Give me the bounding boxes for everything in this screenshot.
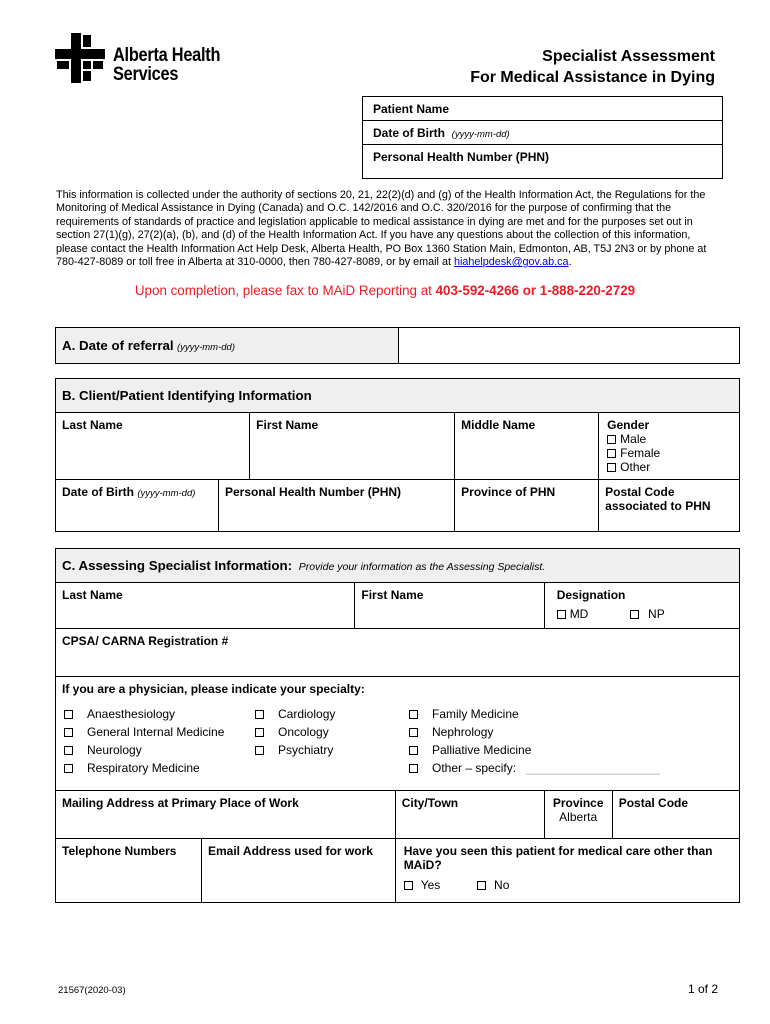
checkbox-icon[interactable] bbox=[477, 881, 486, 890]
checkbox-icon[interactable] bbox=[409, 746, 418, 755]
province-field[interactable]: Province Alberta bbox=[544, 791, 612, 839]
specialty-option[interactable]: Family Medicine bbox=[409, 705, 660, 723]
mailing-address-field[interactable]: Mailing Address at Primary Place of Work bbox=[56, 791, 396, 839]
specialty-option[interactable]: Neurology bbox=[64, 741, 224, 759]
specialty-option[interactable]: General Internal Medicine bbox=[64, 723, 224, 741]
checkbox-icon[interactable] bbox=[409, 710, 418, 719]
checkbox-icon[interactable] bbox=[64, 710, 73, 719]
org-name: Alberta Health Services bbox=[113, 45, 221, 85]
client-postal-field[interactable]: Postal Code associated to PHN bbox=[599, 480, 740, 532]
form-number: 21567(2020-03) bbox=[58, 985, 126, 996]
page-number: 1 of 2 bbox=[687, 982, 718, 996]
checkbox-icon[interactable] bbox=[255, 746, 264, 755]
intro-paragraph: This information is collected under the authority of sections 20, 21, 22(2)(d) and (g) of the Health Information Act, the Regulations for the Monitoring of Medical Assistance in Dying (Canada) and O.C. 142/2016 and O.C. 320/2016 for the purpose of confirming that the requirements of standards of practice and legislation applicable to medical assistance in dying are met and for the purposes set out in section 27(1)(g), 27(2)(a), (b), and (d) of the Health Information Act. If you have any questions about the collection of this information, please contact the Health Information Act Help Desk, Alberta Health, PO Box 1360 Station Main, Edmonton, AB, T5J 2N3 or by phone at 780-427-8089 or toll free in Alberta at 310-0000, then 780-427-8089, or by email at hiahelpdesk@gov.ab.ca. bbox=[56, 189, 707, 269]
specialty-field: If you are a physician, please indicate your specialty: Anaesthesiology General Internal Medicine Neurology Respiratory Medicine Cardiology Oncology Psychiatry Family Medicine Nephrology Palliative Medicine Other – specify: ____________________ bbox=[56, 677, 740, 791]
checkbox-icon[interactable] bbox=[607, 435, 616, 444]
designation-md-option[interactable]: MD bbox=[557, 607, 627, 621]
specialty-column-2 bbox=[255, 705, 335, 759]
checkbox-icon[interactable] bbox=[64, 728, 73, 737]
checkbox-icon[interactable] bbox=[64, 746, 73, 755]
checkbox-icon[interactable] bbox=[557, 610, 566, 619]
checkbox-icon[interactable] bbox=[64, 764, 73, 773]
client-first-name-field[interactable]: First Name bbox=[250, 413, 455, 480]
specialty-option[interactable]: Respiratory Medicine bbox=[64, 759, 224, 777]
checkbox-icon[interactable] bbox=[630, 610, 639, 619]
patient-label-box bbox=[362, 96, 723, 179]
specialty-option[interactable]: Nephrology bbox=[409, 723, 660, 741]
specialty-column-1 bbox=[64, 705, 224, 777]
client-gender-field: Gender Male Female Other bbox=[599, 413, 740, 480]
checkbox-icon[interactable] bbox=[255, 728, 264, 737]
fax-instruction: Upon completion, please fax to MAiD Reporting at 403-592-4266 or 1-888-220-2729 bbox=[134, 283, 636, 298]
seen-no-option[interactable]: No bbox=[477, 878, 509, 892]
checkbox-icon[interactable] bbox=[607, 463, 616, 472]
city-field[interactable]: City/Town bbox=[395, 791, 544, 839]
client-province-field[interactable]: Province of PHN bbox=[455, 480, 599, 532]
section-c-table bbox=[55, 548, 740, 903]
seen-yes-option[interactable]: Yes bbox=[404, 878, 474, 892]
registration-number-field[interactable]: CPSA/ CARNA Registration # bbox=[56, 629, 740, 677]
section-a-label: A. Date of referral (yyyy-mm-dd) bbox=[56, 328, 399, 364]
checkbox-icon[interactable] bbox=[409, 728, 418, 737]
client-middle-name-field[interactable]: Middle Name bbox=[455, 413, 599, 480]
checkbox-icon[interactable] bbox=[255, 710, 264, 719]
telephone-field[interactable]: Telephone Numbers bbox=[56, 839, 202, 903]
checkbox-icon[interactable] bbox=[404, 881, 413, 890]
client-last-name-field[interactable]: Last Name bbox=[56, 413, 250, 480]
gender-other-option[interactable]: Other bbox=[607, 460, 733, 474]
work-email-field[interactable]: Email Address used for work bbox=[202, 839, 396, 903]
specialist-first-name-field[interactable]: First Name bbox=[355, 583, 544, 629]
section-c-header: C. Assessing Specialist Information: Provide your information as the Assessing Specialist. bbox=[56, 549, 740, 583]
seen-patient-field: Have you seen this patient for medical care other than MAiD? Yes No bbox=[395, 839, 739, 903]
designation-np-option[interactable]: NP bbox=[630, 607, 665, 621]
patient-name-field[interactable]: Patient Name bbox=[363, 97, 722, 121]
other-specify-input[interactable]: ____________________ bbox=[526, 761, 660, 775]
section-b-header: B. Client/Patient Identifying Information bbox=[56, 379, 740, 413]
checkbox-icon[interactable] bbox=[607, 449, 616, 458]
referral-date-input[interactable] bbox=[399, 328, 740, 364]
gender-male-option[interactable]: Male bbox=[607, 432, 733, 446]
section-a-table bbox=[55, 327, 740, 364]
checkbox-icon[interactable] bbox=[409, 764, 418, 773]
section-b-table bbox=[55, 378, 740, 532]
specialty-option[interactable]: Other – specify: ____________________ bbox=[409, 759, 660, 777]
client-phn-field[interactable]: Personal Health Number (PHN) bbox=[219, 480, 455, 532]
specialty-option[interactable]: Oncology bbox=[255, 723, 335, 741]
ahs-logo-icon bbox=[55, 33, 105, 83]
gender-female-option[interactable]: Female bbox=[607, 446, 733, 460]
document-title: Specialist Assessment For Medical Assistance in Dying bbox=[470, 48, 715, 86]
helpdesk-email-link[interactable]: hiahelpdesk@gov.ab.ca bbox=[453, 256, 569, 269]
specialty-option[interactable]: Cardiology bbox=[255, 705, 335, 723]
postal-code-field[interactable]: Postal Code bbox=[612, 791, 739, 839]
specialty-option[interactable]: Psychiatry bbox=[255, 741, 335, 759]
specialist-last-name-field[interactable]: Last Name bbox=[56, 583, 355, 629]
specialty-option[interactable]: Anaesthesiology bbox=[64, 705, 224, 723]
specialty-option[interactable]: Palliative Medicine bbox=[409, 741, 660, 759]
designation-field: Designation MD NP bbox=[544, 583, 739, 629]
specialty-column-3 bbox=[409, 705, 660, 777]
patient-phn-field[interactable]: Personal Health Number (PHN) bbox=[373, 150, 550, 164]
client-dob-field[interactable]: Date of Birth (yyyy-mm-dd) bbox=[56, 480, 219, 532]
patient-dob-field[interactable]: Date of Birth (yyyy-mm-dd) bbox=[363, 121, 722, 145]
